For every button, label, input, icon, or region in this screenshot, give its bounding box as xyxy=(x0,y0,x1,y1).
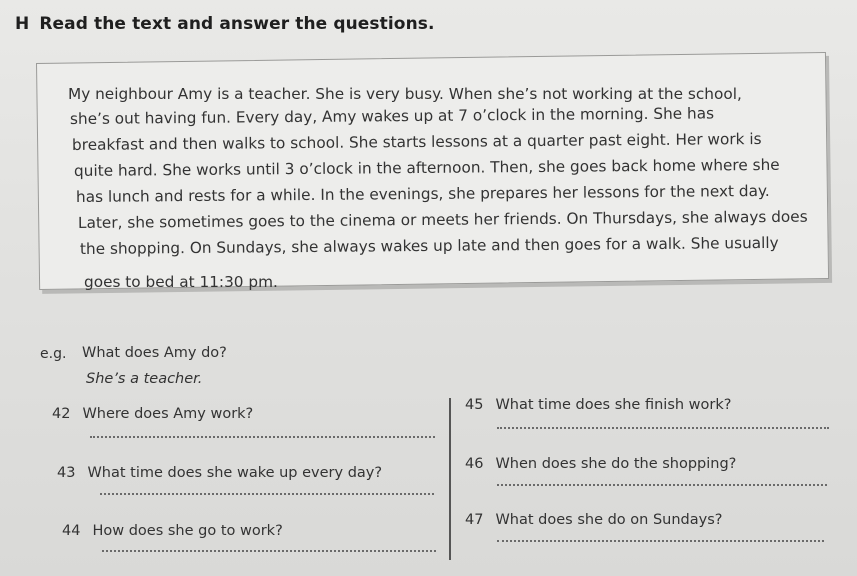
question-text: What does she do on Sundays? xyxy=(495,512,723,528)
answer-line-46[interactable] xyxy=(497,484,827,486)
passage-line-5: has lunch and rests for a while. In the evenings, she prepares her lessons for the next day. xyxy=(75,181,770,206)
example-question: What does Amy do? xyxy=(82,345,227,361)
question-number: 42 xyxy=(52,406,71,422)
answer-line-47[interactable] xyxy=(497,540,824,542)
passage-line-3: breakfast and then walks to school. She starts lessons at a quarter past eight. Her work is xyxy=(71,129,762,154)
question-number: 43 xyxy=(57,465,76,481)
example-answer: She’s a teacher. xyxy=(86,371,203,387)
passage-line-2: she’s out having fun. Every day, Amy wakes up at 7 o’clock in the morning. She has xyxy=(69,104,715,128)
exercise-instruction: Read the text and answer the questions. xyxy=(39,14,435,34)
passage-line-6: Later, she sometimes goes to the cinema or meets her friends. On Thursdays, she always does xyxy=(77,207,808,232)
question-text: When does she do the shopping? xyxy=(495,456,737,472)
passage-line-7: the shopping. On Sundays, she always wakes up late and then goes for a walk. She usually xyxy=(79,233,779,258)
question-46 xyxy=(465,456,736,472)
question-number: 47 xyxy=(465,512,484,528)
question-text: How does she go to work? xyxy=(92,523,283,539)
question-text: What time does she finish work? xyxy=(495,397,732,413)
question-number: 45 xyxy=(465,397,484,413)
question-text: Where does Amy work? xyxy=(82,406,254,422)
answer-line-43[interactable] xyxy=(100,493,434,495)
passage-line-8: goes to bed at 11:30 pm. xyxy=(84,273,278,291)
answer-line-44[interactable] xyxy=(102,550,436,552)
answer-line-45[interactable] xyxy=(497,427,829,429)
question-45 xyxy=(465,397,731,413)
question-number: 44 xyxy=(62,523,81,539)
question-44 xyxy=(62,523,283,539)
passage-line-1: My neighbour Amy is a teacher. She is very busy. When she’s not working at the school, xyxy=(68,85,742,103)
exercise-heading xyxy=(15,14,435,34)
question-43 xyxy=(57,465,382,481)
passage-line-4: quite hard. She works until 3 o’clock in the afternoon. Then, she goes back home where she xyxy=(73,155,780,180)
question-42 xyxy=(52,406,253,422)
example-label: e.g. xyxy=(40,346,67,362)
question-number: 46 xyxy=(465,456,484,472)
question-text: What time does she wake up every day? xyxy=(87,465,383,481)
column-divider xyxy=(449,398,451,560)
answer-line-42[interactable] xyxy=(90,436,435,438)
exercise-letter: H xyxy=(15,14,30,34)
question-47 xyxy=(465,512,722,528)
